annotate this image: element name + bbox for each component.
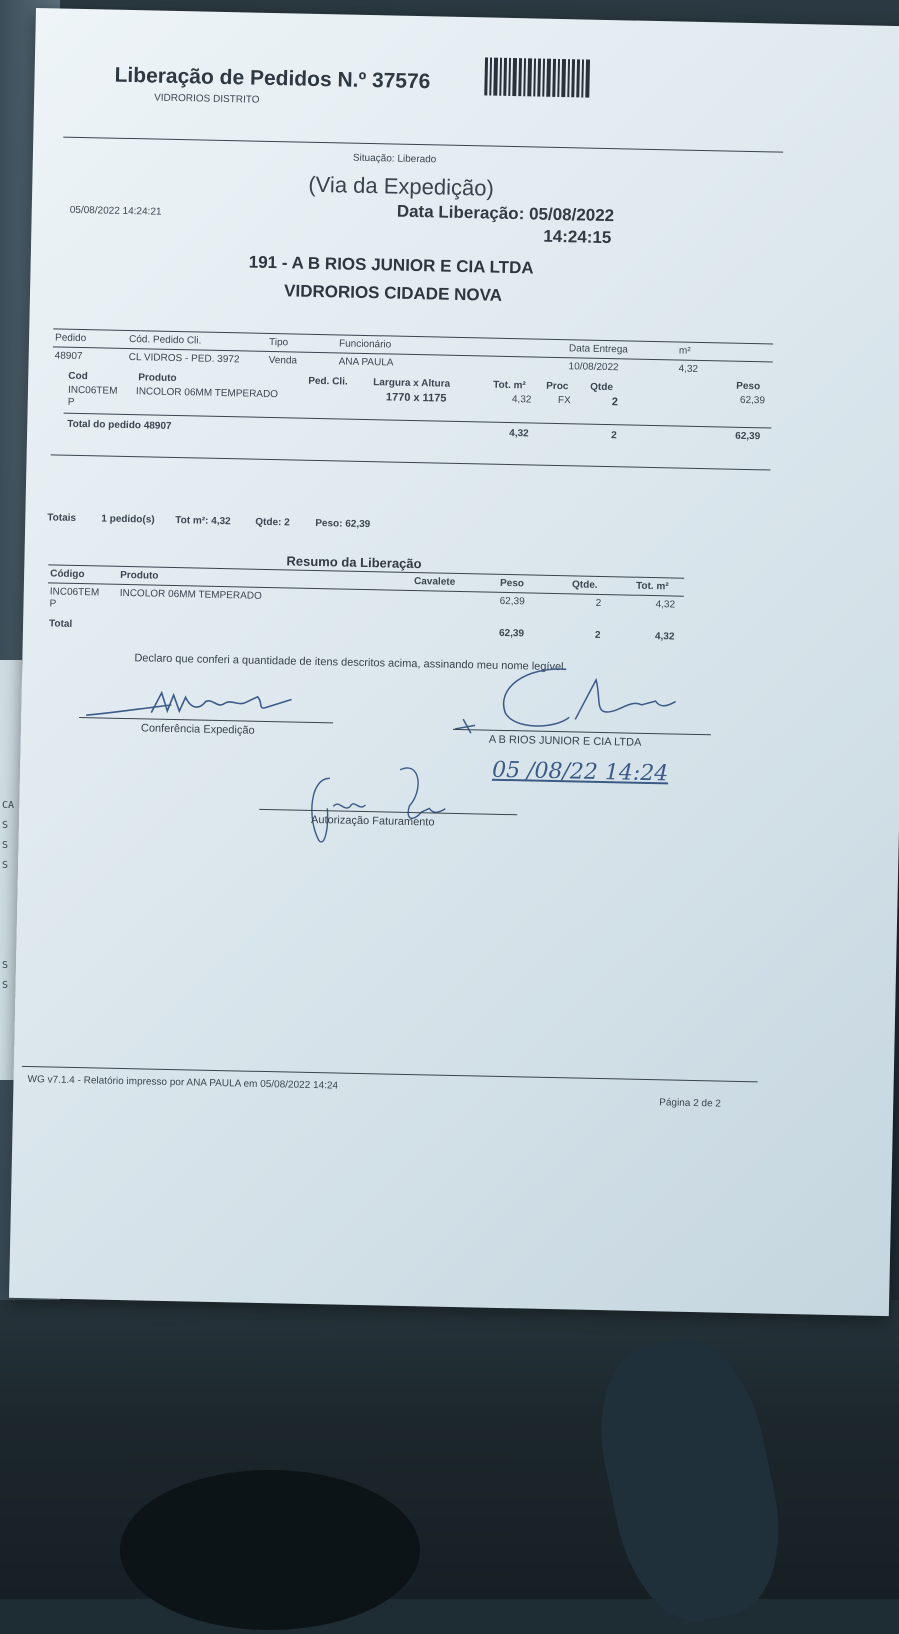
col-data-entrega: Data Entrega [568, 343, 629, 356]
item-qtde: 2 [611, 396, 619, 409]
col-pedido: Pedido [54, 332, 87, 345]
resumo-title: Resumo da Liberação [286, 553, 422, 572]
resumo-produto: INCOLOR 06MM TEMPERADO [119, 587, 262, 602]
client-name: 191 - A B RIOS JUNIOR E CIA LTDA [248, 252, 534, 278]
totals-label: Totais [47, 512, 77, 524]
underlying-page-edge: CA S S S S S [0, 660, 22, 1080]
col-tipo: Tipo [268, 336, 289, 349]
resumo-col-produto: Produto [120, 569, 159, 582]
resumo-total-peso: 62,39 [498, 627, 525, 640]
resumo-col-tot-m2: Tot. m² [635, 580, 669, 593]
footer-page-number: Página 2 de 2 [659, 1097, 722, 1110]
divider [63, 137, 783, 153]
print-timestamp: 05/08/2022 14:24:21 [69, 204, 162, 218]
order-total-m2: 4,32 [509, 428, 529, 440]
item-peso: 62,39 [739, 394, 766, 407]
barcode [484, 57, 590, 97]
status-situacao: Situação: Liberado [352, 152, 437, 166]
item-col-largura-altura: Largura x Altura [373, 377, 451, 390]
footer-printed-by: WG v7.1.4 - Relatório impresso por ANA PAULA em 05/08/2022 14:24 [27, 1074, 339, 1092]
order-total-peso: 62,39 [735, 430, 761, 443]
resumo-total-qtde: 2 [594, 629, 601, 641]
totals-peso: Peso: 62,39 [315, 517, 371, 531]
totals-m2: Tot m²: 4,32 [175, 515, 231, 528]
item-col-proc: Proc [546, 380, 569, 393]
divider [51, 454, 771, 470]
item-col-produto: Produto [138, 372, 177, 385]
item-cod-suffix: P [67, 396, 75, 408]
declaration-text: Declaro que conferi a quantidade de itens descritos acima, assinando meu nome legível. [134, 652, 567, 674]
resumo-col-peso: Peso [499, 577, 525, 590]
resumo-col-qtde: Qtde. [571, 579, 598, 591]
resumo-total-tot-m2: 4,32 [654, 631, 675, 643]
totals-pedidos: 1 pedido(s) [101, 513, 155, 526]
item-tot-m2: 4,32 [511, 394, 532, 406]
handwritten-date: 05 /08/22 14:24 [491, 757, 669, 787]
data-liberacao-time: 14:24:15 [543, 226, 612, 248]
cell-tipo: Venda [268, 354, 298, 367]
data-liberacao: Data Liberação: 05/08/2022 [396, 201, 615, 226]
col-funcionario: Funcionário [338, 338, 392, 351]
item-largura-altura: 1770 x 1175 [385, 391, 447, 405]
document-title: Liberação de Pedidos N.º 37576 [114, 63, 431, 94]
resumo-total-label: Total [48, 618, 73, 630]
via-label: (Via da Expedição) [308, 171, 495, 201]
resumo-peso: 62,39 [499, 595, 525, 608]
background-shadow [120, 1470, 420, 1630]
signature-label-cliente: A B RIOS JUNIOR E CIA LTDA [488, 733, 642, 749]
item-col-ped-cli: Ped. Cli. [308, 375, 348, 388]
signature-label-conferencia: Conferência Expedição [140, 722, 255, 737]
resumo-col-cavalete: Cavalete [413, 576, 456, 588]
resumo-codigo: INC06TEM [49, 586, 100, 599]
resumo-codigo-suffix: P [49, 598, 57, 610]
item-proc: FX [557, 395, 571, 407]
totals-qtde: Qtde: 2 [255, 516, 290, 529]
resumo-tot-m2: 4,32 [655, 599, 676, 611]
client-store: VIDRORIOS CIDADE NOVA [283, 281, 503, 305]
cell-m2: 4,32 [678, 363, 699, 375]
cell-cod-pedido-cli: CL VIDROS - PED. 3972 [128, 352, 240, 366]
item-col-qtde: Qtde [590, 381, 614, 394]
item-cod: INC06TEM [67, 384, 118, 397]
item-col-tot-m2: Tot. m² [493, 379, 526, 392]
document-page [9, 8, 899, 1316]
col-m2: m² [678, 345, 691, 357]
col-cod-pedido-cli: Cód. Pedido Cli. [128, 334, 202, 347]
company-branch: VIDRORIOS DISTRITO [154, 92, 260, 106]
signature-label-autorizacao: Autorização Faturamento [310, 813, 435, 829]
cell-funcionario: ANA PAULA [338, 356, 394, 369]
resumo-qtde: 2 [595, 597, 602, 609]
order-total-label: Total do pedido 48907 [67, 418, 172, 432]
item-col-peso: Peso [736, 380, 761, 393]
signature-autorizacao [288, 747, 490, 851]
item-produto: INCOLOR 06MM TEMPERADO [135, 386, 279, 401]
order-total-qtde: 2 [611, 430, 617, 442]
resumo-col-codigo: Código [50, 568, 85, 581]
cell-pedido: 48907 [54, 350, 83, 363]
cell-data-entrega: 10/08/2022 [568, 361, 619, 374]
item-col-cod: Cod [68, 370, 88, 383]
